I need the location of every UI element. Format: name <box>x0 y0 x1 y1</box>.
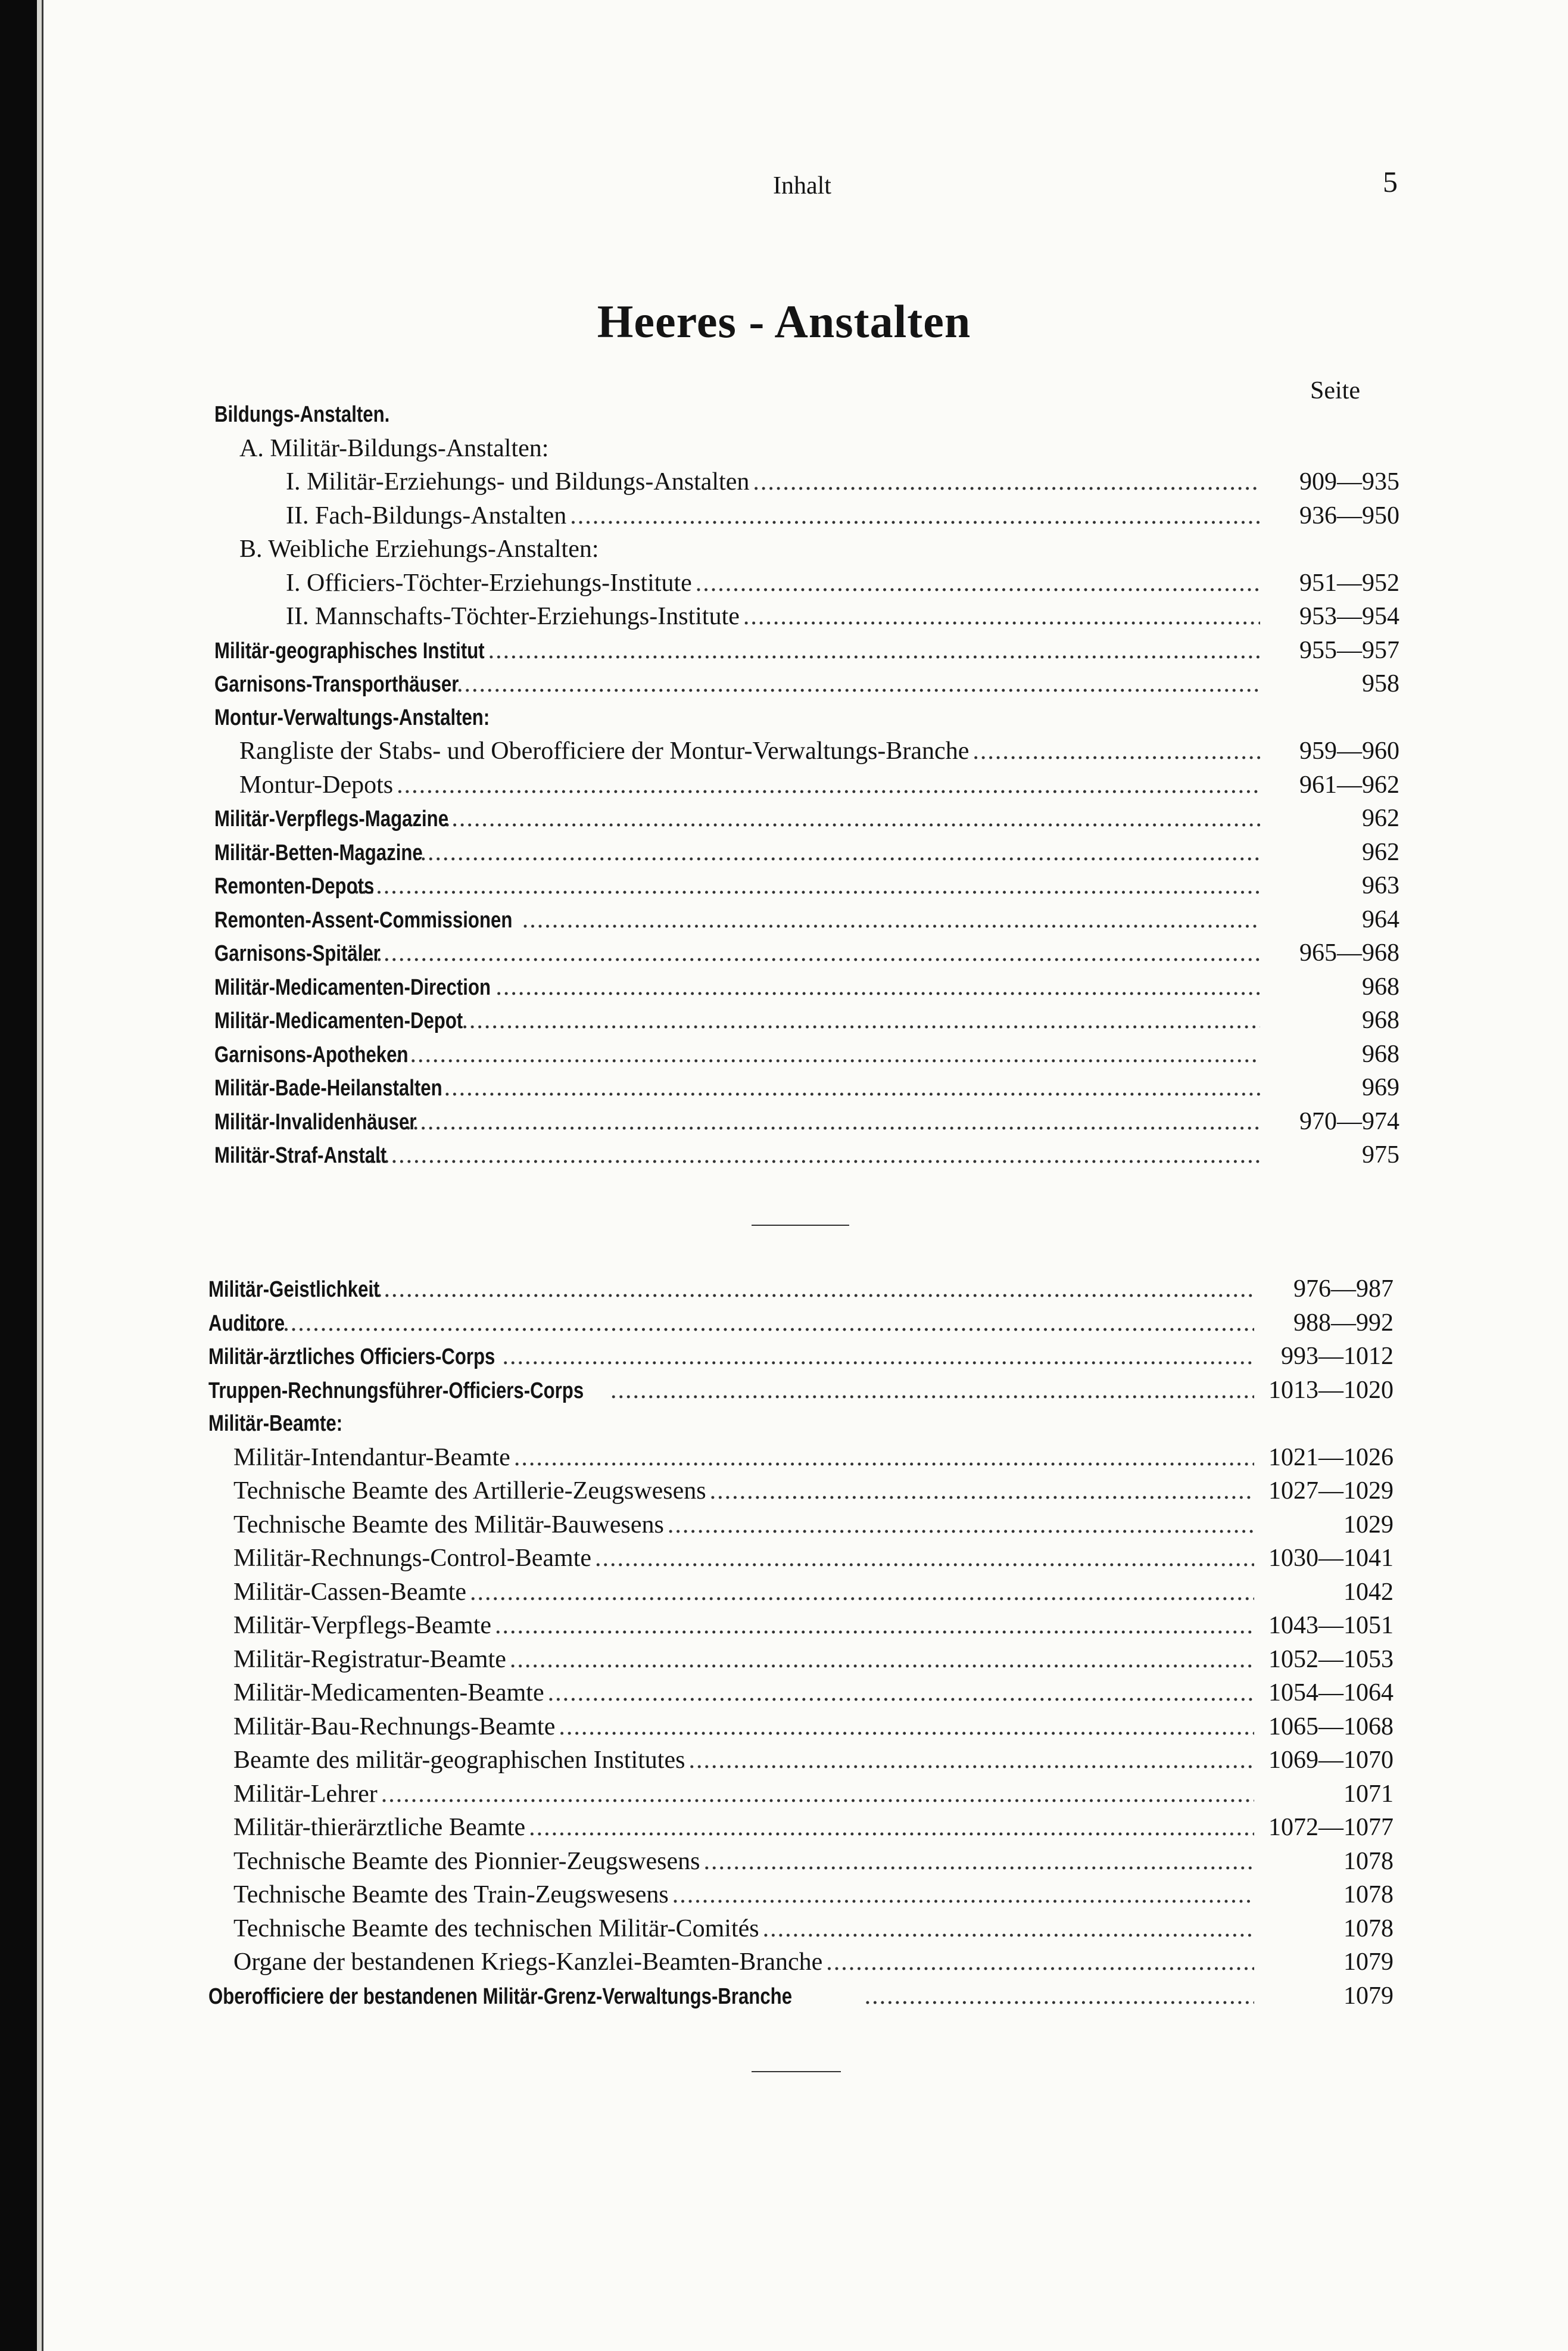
book-spine-shadow <box>0 0 37 2351</box>
toc-entry-page: 1029 <box>1343 1511 1394 1539</box>
toc-entry-page: 975 <box>1362 1141 1399 1169</box>
toc-entry-page: 965—968 <box>1299 939 1399 967</box>
toc-section-2 <box>208 1272 1394 2013</box>
toc-entry <box>208 1374 1394 1408</box>
toc-entry <box>208 1306 1394 1340</box>
dot-leader <box>595 1542 1254 1575</box>
toc-entry-title: Militär-geographisches Institut <box>214 638 485 664</box>
toc-entry-title: Militär-Geistlichkeit <box>208 1277 380 1302</box>
toc-entry <box>208 1743 1394 1777</box>
dot-leader <box>395 1038 1260 1071</box>
dot-leader <box>672 1878 1254 1911</box>
toc-entry <box>208 1676 1394 1710</box>
dot-leader <box>610 1374 1254 1407</box>
toc-entry <box>214 869 1399 903</box>
toc-entry-title: Montur-Verwaltungs-Anstalten: <box>214 705 490 730</box>
dot-leader <box>503 1340 1254 1373</box>
toc-entry-page: 1078 <box>1343 1881 1394 1908</box>
toc-entry <box>214 1071 1399 1105</box>
toc-entry <box>208 1643 1394 1677</box>
toc-entry-page: 988—992 <box>1293 1309 1394 1337</box>
dot-leader <box>529 1811 1254 1844</box>
toc-entry-title: Militär-ärztliches Officiers-Corps <box>208 1344 495 1369</box>
dot-leader <box>405 1105 1260 1138</box>
toc-entry-title: Technische Beamte des Train-Zeugswesens <box>233 1881 669 1908</box>
toc-entry-title: Bildungs-Anstalten. <box>214 402 390 427</box>
toc-entry-title: Remonten-Depots <box>214 874 375 899</box>
dot-leader <box>710 1474 1254 1508</box>
dot-leader <box>753 465 1260 499</box>
toc-entry-page: 1079 <box>1343 1948 1394 1976</box>
toc-entry <box>214 734 1399 768</box>
toc-entry <box>214 432 1399 466</box>
toc-entry-page: 1069—1070 <box>1268 1746 1394 1774</box>
toc-entry-title: Militär-Lehrer <box>233 1780 378 1808</box>
toc-entry <box>208 1845 1394 1879</box>
toc-entry-title: Militär-Invalidenhäuser <box>214 1109 417 1135</box>
toc-entry <box>214 465 1399 499</box>
toc-entry <box>214 802 1399 836</box>
toc-entry-title: II. Mannschafts-Töchter-Erziehungs-Institute <box>286 603 740 630</box>
toc-entry-title: Militär-Beamte: <box>208 1411 343 1436</box>
dot-leader <box>413 836 1260 869</box>
toc-entry <box>214 600 1399 634</box>
dot-leader <box>488 634 1260 667</box>
toc-entry-page: 1078 <box>1343 1914 1394 1942</box>
toc-entry-page: 951—952 <box>1299 569 1399 597</box>
toc-entry-title: Garnisons-Apotheken <box>214 1042 409 1067</box>
toc-entry-title: Technische Beamte des technischen Militär-Comités <box>233 1914 759 1942</box>
toc-entry <box>214 566 1399 600</box>
toc-entry-page: 955—957 <box>1299 636 1399 664</box>
toc-entry-title: Organe der bestandenen Kriegs-Kanzlei-Beamten-Branche <box>233 1948 823 1976</box>
toc-entry-page: 962 <box>1362 838 1399 866</box>
toc-entry-page: 968 <box>1362 1007 1399 1034</box>
toc-entry <box>214 533 1399 566</box>
toc-entry-title: Militär-Intendantur-Beamte <box>233 1443 510 1471</box>
toc-entry-title: Militär-Medicamenten-Beamte <box>233 1679 544 1707</box>
page-column-label: Seite <box>1310 377 1360 404</box>
toc-entry-page: 1013—1020 <box>1268 1376 1394 1404</box>
dot-leader <box>444 802 1260 835</box>
toc-entry-title: Militär-Rechnungs-Control-Beamte <box>233 1545 592 1572</box>
toc-section-1 <box>214 398 1399 1172</box>
dot-leader <box>688 1743 1254 1777</box>
toc-entry <box>208 1710 1394 1744</box>
toc-entry-page: 968 <box>1362 1040 1399 1068</box>
toc-entry-page: 1072—1077 <box>1268 1814 1394 1841</box>
toc-entry <box>214 634 1399 668</box>
toc-entry-page: 1042 <box>1343 1578 1394 1606</box>
end-divider <box>752 2071 841 2072</box>
toc-entry <box>214 1004 1399 1038</box>
toc-entry <box>208 1878 1394 1912</box>
toc-entry <box>214 970 1399 1004</box>
toc-entry-page: 1052—1053 <box>1268 1645 1394 1673</box>
toc-entry <box>208 1407 1394 1441</box>
toc-entry <box>214 1038 1399 1072</box>
toc-entry-title: Militär-Cassen-Beamte <box>233 1578 467 1606</box>
toc-entry-title: Garnisons-Spitäler <box>214 941 381 966</box>
toc-entry-title: B. Weibliche Erziehungs-Anstalten: <box>239 535 599 563</box>
toc-entry-title: Militär-Medicamenten-Depot <box>214 1008 463 1033</box>
dot-leader <box>763 1912 1254 1945</box>
toc-entry <box>214 667 1399 701</box>
toc-entry-page: 1030—1041 <box>1268 1545 1394 1572</box>
dot-leader <box>559 1710 1254 1743</box>
toc-entry-page: 976—987 <box>1293 1275 1394 1303</box>
dot-leader <box>361 936 1260 970</box>
toc-entry-title: Militär-Bade-Heilanstalten <box>214 1076 442 1101</box>
toc-entry-title: Auditore <box>208 1310 285 1336</box>
dot-leader <box>548 1676 1254 1709</box>
toc-entry-title: Montur-Depots <box>239 771 394 799</box>
toc-entry <box>214 499 1399 533</box>
toc-entry-title: II. Fach-Bildungs-Anstalten <box>286 502 567 530</box>
toc-entry <box>208 1340 1394 1374</box>
dot-leader <box>381 1777 1254 1811</box>
toc-entry-page: 1027—1029 <box>1268 1477 1394 1505</box>
toc-entry-title: Technische Beamte des Militär-Bauwesens <box>233 1511 664 1539</box>
dot-leader <box>826 1945 1254 1979</box>
page-edge <box>42 0 43 2351</box>
toc-entry <box>214 398 1399 432</box>
toc-entry-page: 1054—1064 <box>1268 1679 1394 1707</box>
toc-entry-page: 962 <box>1362 805 1399 832</box>
toc-entry-title: Militär-thierärztliche Beamte <box>233 1814 526 1841</box>
toc-entry-page: 993—1012 <box>1281 1343 1394 1370</box>
running-title: Inhalt <box>773 172 831 200</box>
dot-leader <box>743 600 1260 633</box>
toc-entry <box>208 1441 1394 1475</box>
dot-leader <box>495 1609 1254 1642</box>
dot-leader <box>361 1272 1254 1306</box>
toc-entry-title: Militär-Verpflegs-Magazine <box>214 806 449 832</box>
dot-leader <box>522 903 1260 936</box>
toc-entry <box>214 903 1399 937</box>
toc-entry-page: 1043—1051 <box>1268 1612 1394 1639</box>
page-number: 5 <box>1383 165 1398 198</box>
dot-leader <box>972 734 1260 768</box>
dot-leader <box>470 1575 1254 1609</box>
toc-entry <box>208 1777 1394 1811</box>
toc-entry <box>214 1105 1399 1139</box>
dot-leader <box>457 667 1260 700</box>
toc-entry-title: Remonten-Assent-Commissionen <box>214 907 513 933</box>
toc-entry-title: Militär-Medicamenten-Direction <box>214 974 491 1000</box>
toc-entry <box>214 1138 1399 1172</box>
dot-leader <box>397 768 1260 802</box>
toc-entry-page: 968 <box>1362 973 1399 1001</box>
toc-entry-title: I. Officiers-Töchter-Erziehungs-Institute <box>286 569 692 597</box>
toc-entry-page: 953—954 <box>1299 603 1399 630</box>
dot-leader <box>668 1508 1254 1542</box>
main-title: Heeres - Anstalten <box>597 295 971 347</box>
toc-entry-page: 963 <box>1362 872 1399 899</box>
toc-entry <box>214 701 1399 735</box>
toc-entry <box>208 1979 1394 2013</box>
toc-entry-title: Militär-Registratur-Beamte <box>233 1645 506 1673</box>
toc-entry <box>208 1609 1394 1643</box>
dot-leader <box>462 1004 1260 1037</box>
toc-entry-title: Garnisons-Transporthäuser <box>214 672 459 697</box>
toc-entry-page: 1021—1026 <box>1268 1443 1394 1471</box>
toc-entry-title: I. Militär-Erziehungs- und Bildungs-Anstalten <box>286 468 750 496</box>
toc-entry-page: 958 <box>1362 670 1399 697</box>
dot-leader <box>369 1138 1260 1172</box>
toc-entry-title: Militär-Betten-Magazine <box>214 840 423 865</box>
dot-leader <box>510 1643 1254 1676</box>
toc-entry-page: 1071 <box>1343 1780 1394 1808</box>
dot-leader <box>514 1441 1254 1474</box>
toc-entry-page: 1078 <box>1343 1847 1394 1875</box>
toc-entry-page: 961—962 <box>1299 771 1399 799</box>
toc-entry <box>208 1508 1394 1542</box>
dot-leader <box>703 1845 1254 1878</box>
toc-entry <box>214 768 1399 802</box>
toc-entry <box>208 1811 1394 1845</box>
toc-entry <box>214 836 1399 870</box>
toc-entry <box>214 936 1399 970</box>
section-divider <box>752 1225 849 1226</box>
toc-entry <box>208 1474 1394 1508</box>
toc-entry-page: 964 <box>1362 905 1399 933</box>
toc-entry <box>208 1272 1394 1306</box>
toc-entry-title: Militär-Straf-Anstalt <box>214 1143 387 1168</box>
toc-entry <box>208 1912 1394 1946</box>
toc-entry-title: Beamte des militär-geographischen Institutes <box>233 1746 685 1774</box>
toc-entry-title: A. Militär-Bildungs-Anstalten: <box>239 434 549 462</box>
book-spine-highlight <box>37 0 42 2351</box>
toc-entry-page: 1065—1068 <box>1268 1712 1394 1740</box>
dot-leader <box>246 1306 1254 1340</box>
dot-leader <box>696 566 1260 600</box>
toc-entry <box>208 1945 1394 1979</box>
toc-entry-title: Militär-Verpflegs-Beamte <box>233 1612 492 1639</box>
toc-entry-page: 909—935 <box>1299 468 1399 496</box>
toc-entry-page: 936—950 <box>1299 502 1399 530</box>
toc-entry-page: 969 <box>1362 1074 1399 1101</box>
toc-entry-page: 1079 <box>1343 1982 1394 2010</box>
toc-entry <box>208 1542 1394 1575</box>
toc-entry-page: 970—974 <box>1299 1107 1399 1135</box>
dot-leader <box>495 970 1260 1004</box>
dot-leader <box>570 499 1260 533</box>
toc-entry-title: Militär-Bau-Rechnungs-Beamte <box>233 1712 556 1740</box>
toc-entry-page: 959—960 <box>1299 737 1399 765</box>
toc-entry-title: Truppen-Rechnungsführer-Officiers-Corps <box>208 1378 584 1403</box>
toc-entry-title: Oberofficiere der bestandenen Militär-Grenz-Verwaltungs-Branche <box>208 1983 793 2009</box>
dot-leader <box>354 869 1260 902</box>
toc-entry-title: Technische Beamte des Artillerie-Zeugswesens <box>233 1477 706 1505</box>
toc-entry <box>208 1575 1394 1609</box>
dot-leader <box>437 1071 1260 1104</box>
toc-entry-title: Rangliste der Stabs- und Oberofficiere der Montur-Verwaltungs-Branche <box>239 737 970 765</box>
dot-leader <box>865 1979 1254 2013</box>
toc-entry-title: Technische Beamte des Pionnier-Zeugswesens <box>233 1847 700 1875</box>
